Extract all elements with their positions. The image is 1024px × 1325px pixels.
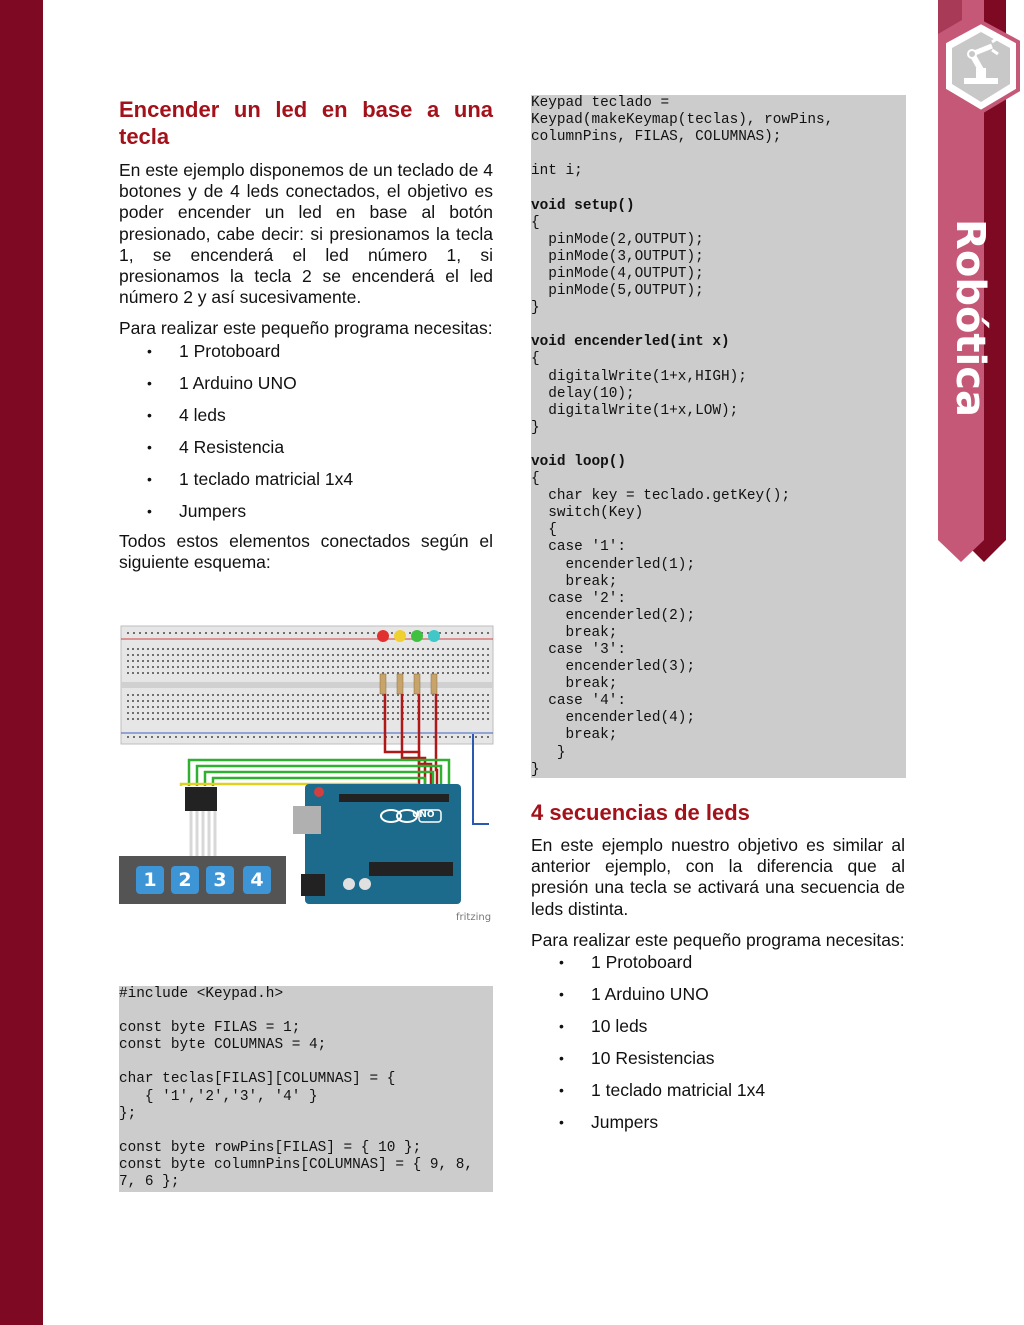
section1-list — [119, 341, 493, 533]
right-column — [531, 799, 905, 1144]
section1-intro: En este ejemplo disponemos de un teclado de 4 botones y de 4 leds conectados, el objetivo es poder encender un led en base al botón presionado, cabe decir: si presionamos la tecla 1, se encenderá el led número 1, si presionamos la tecla 2 se encenderá el led número 2 y así sucesivamente. — [119, 160, 493, 308]
fritzing-label: fritzing — [456, 912, 492, 923]
code-line: pinMode(4,OUTPUT); — [531, 265, 704, 282]
code-line: char teclas[FILAS][COLUMNAS] = { — [119, 1071, 396, 1088]
list-item: • 1 Arduino UNO — [559, 984, 709, 1005]
keypad-key: 1 — [136, 866, 164, 894]
code-line: int i; — [531, 163, 583, 180]
code-line: 7, 6 }; — [119, 1174, 180, 1191]
list-item: • 10 leds — [559, 1016, 648, 1037]
code-line: } — [531, 419, 540, 436]
code-line: case '4': — [531, 693, 626, 710]
code-line: pinMode(2,OUTPUT); — [531, 231, 704, 248]
section2-list — [531, 952, 905, 1144]
code-line: void loop() — [531, 453, 626, 470]
code-line: } — [531, 744, 566, 761]
code-line: encenderled(1); — [531, 556, 696, 573]
section2-title: 4 secuencias de leds — [531, 800, 750, 825]
code-line: break; — [531, 676, 618, 693]
code-line: case '1': — [531, 539, 626, 556]
code-line: encenderled(4); — [531, 710, 696, 727]
code-block-functions — [531, 95, 906, 778]
code-line: }; — [119, 1105, 137, 1122]
code-line: digitalWrite(1+x,HIGH); — [531, 368, 747, 385]
code-line: { — [531, 214, 540, 231]
code-line: digitalWrite(1+x,LOW); — [531, 402, 739, 419]
code-line: case '3': — [531, 642, 626, 658]
ribbon-title: Robótica — [947, 218, 993, 417]
robot-arm-logo-icon — [938, 18, 1024, 116]
left-margin-bar — [0, 0, 43, 1325]
code-line — [531, 146, 906, 163]
code-line: const byte COLUMNAS = 4; — [119, 1037, 327, 1054]
list-item: • 1 teclado matricial 1x4 — [147, 468, 354, 489]
keypad-key: 4 — [243, 866, 271, 894]
code-line: Keypad teclado = — [531, 95, 670, 111]
code-line: { — [531, 522, 557, 539]
list-item: • 4 Resistencia — [147, 436, 285, 457]
section2-intro: En este ejemplo nuestro objetivo es similar al anterior ejemplo, con la diferencia que al presión una tecla se activará una secuencia de leds distinta. — [531, 835, 905, 919]
list-item: • Jumpers — [559, 1112, 659, 1133]
keypad-key: 2 — [171, 866, 199, 894]
section1-title: Encender un led en base a una tecla — [119, 97, 493, 149]
code-line: } — [531, 761, 540, 778]
code-line: encenderled(3); — [531, 659, 696, 676]
code-line: #include <Keypad.h> — [119, 986, 284, 1002]
code-line — [531, 317, 906, 334]
keypad-key: 3 — [206, 866, 234, 894]
keypad-keys — [136, 866, 276, 894]
code-block-includes — [119, 986, 493, 1192]
code-line: switch(Key) — [531, 505, 644, 522]
left-column — [119, 96, 493, 573]
code-line — [119, 1054, 493, 1071]
code-line: void encenderled(int x) — [531, 334, 730, 351]
code-line: case '2': — [531, 590, 626, 607]
code-line: break; — [531, 727, 618, 744]
code-line: break; — [531, 624, 618, 641]
code-line: { '1','2','3', '4' } — [119, 1088, 318, 1105]
code-line — [119, 1003, 493, 1020]
code-line: pinMode(3,OUTPUT); — [531, 248, 704, 265]
section1-needs: Para realizar este pequeño programa necesitas: — [119, 318, 493, 339]
code-line: void setup() — [531, 197, 635, 214]
code-line — [531, 437, 906, 454]
code-line: } — [531, 300, 540, 317]
list-item: • Jumpers — [147, 500, 247, 521]
code-line: encenderled(2); — [531, 607, 696, 624]
list-item: • 1 Protoboard — [147, 340, 281, 361]
code-line: pinMode(5,OUTPUT); — [531, 283, 704, 300]
code-line: { — [531, 471, 540, 488]
code-line: Keypad(makeKeymap(teclas), rowPins, — [531, 112, 834, 129]
section1-after: Todos estos elementos conectados según el siguiente esquema: — [119, 530, 493, 572]
code-line: delay(10); — [531, 385, 635, 402]
list-item: • 1 Protoboard — [559, 952, 693, 973]
list-item: • 1 Arduino UNO — [147, 372, 297, 393]
list-item: • 1 teclado matricial 1x4 — [559, 1080, 766, 1101]
code-line: const byte FILAS = 1; — [119, 1020, 301, 1037]
code-line: break; — [531, 573, 618, 590]
code-line: const byte rowPins[FILAS] = { 10 }; — [119, 1139, 422, 1156]
code-line — [119, 1123, 493, 1140]
code-line: char key = teclado.getKey(); — [531, 488, 791, 505]
section2-needs: Para realizar este pequeño programa necesitas: — [531, 929, 905, 950]
list-item: • 4 leds — [147, 404, 226, 425]
arduino-model-label: UNO — [412, 810, 435, 820]
list-item: • 10 Resistencias — [559, 1048, 715, 1069]
code-line: columnPins, FILAS, COLUMNAS); — [531, 129, 782, 146]
code-line — [531, 180, 906, 197]
code-line: const byte columnPins[COLUMNAS] = { 9, 8, — [119, 1156, 474, 1173]
code-line: { — [531, 351, 540, 368]
